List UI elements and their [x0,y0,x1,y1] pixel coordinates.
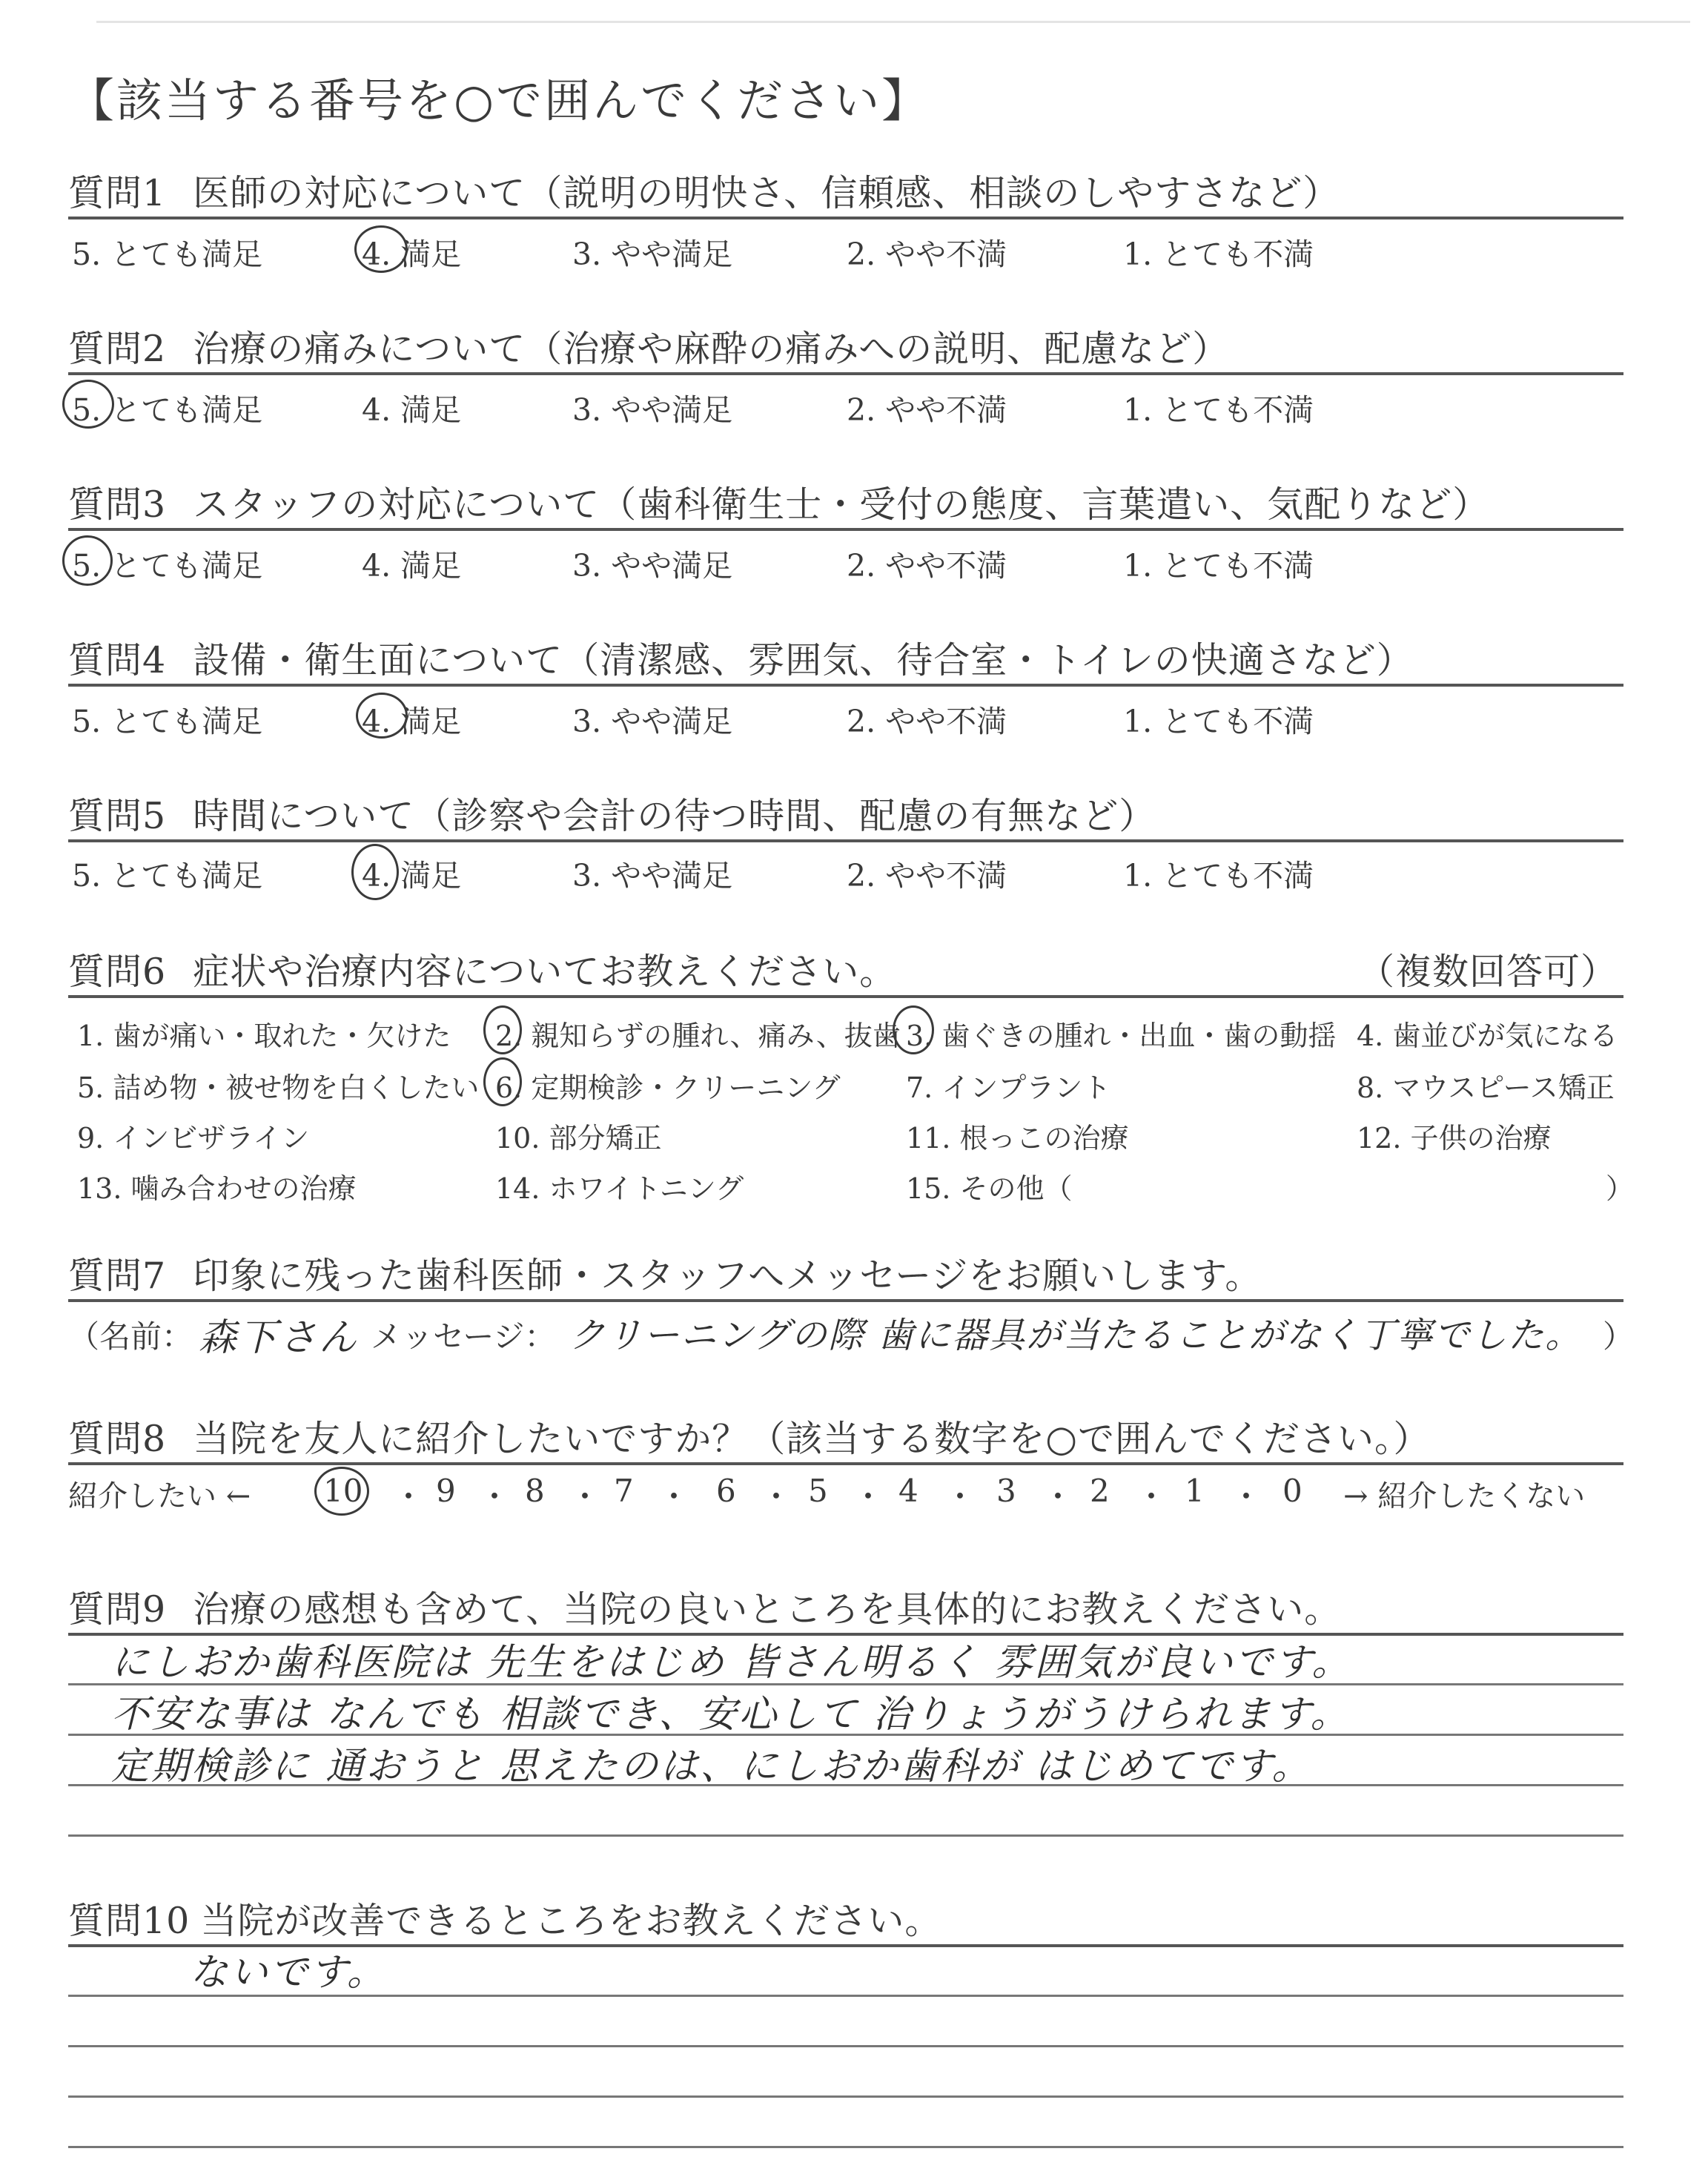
scale-separator: ・ [1042,1479,1074,1515]
symptom-option-3[interactable]: 3. 歯ぐきの腫れ・出血・歯の動揺 [906,1020,1337,1052]
symptom-option-5[interactable]: 5. 詰め物・被せ物を白くしたい [77,1071,480,1104]
question-heading [68,943,896,995]
scale-separator: ・ [393,1479,425,1515]
top-border-line [96,21,1690,23]
scale-separator: ・ [761,1479,792,1515]
question-underline [68,684,1623,687]
question-heading [68,1892,941,1944]
question-text: 時間について（診察や会計の待つ時間、配慮の有無など） [193,795,1156,837]
option-4[interactable]: 4. 満足 [362,392,462,428]
option-1[interactable]: 1. とても不満 [1123,548,1314,584]
message-label: メッセージ： [371,1318,556,1355]
selected-circle-mark [62,535,113,586]
question-number: 質問6 [68,951,167,993]
question-text: 印象に残った歯科医師・スタッフへメッセージをお願いします。 [193,1255,1262,1297]
scale-5[interactable]: 5 [808,1473,828,1509]
option-2[interactable]: 2. やや不満 [847,548,1007,584]
scale-2[interactable]: 2 [1090,1473,1110,1509]
multiple-answer-note: （複数回答可） [1358,951,1618,993]
other-close-paren: ） [1606,1172,1635,1205]
name-value[interactable]: 森下さん [199,1316,360,1360]
question-text: 治療の痛みについて（治療や麻酔の痛みへの説明、配慮など） [193,328,1230,370]
scale-6[interactable]: 6 [716,1473,736,1509]
answer-line [68,2146,1623,2148]
option-2[interactable]: 2. やや不満 [847,858,1007,894]
option-5[interactable]: 5. とても満足 [72,548,263,584]
question-number: 質問1 [68,172,167,214]
question-text: 設備・衛生面について（清潔感、雰囲気、待合室・トイレの快適さなど） [193,639,1414,681]
scale-7[interactable]: 7 [614,1473,634,1509]
question-number: 質問3 [68,483,167,526]
option-3[interactable]: 3. やや満足 [572,704,733,739]
scale-separator: ・ [853,1479,884,1515]
symptom-option-1[interactable]: 1. 歯が痛い・取れた・欠けた [77,1020,451,1052]
question-number: 質問2 [68,328,167,370]
option-5[interactable]: 5. とても満足 [72,237,263,272]
question-text: 当院を友人に紹介したいですか？（該当する数字を○で囲んでください。） [193,1418,1431,1460]
scale-separator: ・ [1136,1479,1168,1515]
question-text: 治療の感想も含めて、当院の良いところを具体的にお教えください。 [193,1588,1342,1631]
selected-circle-mark [356,693,408,739]
option-4[interactable]: 4. 満足 [362,858,462,894]
scale-3[interactable]: 3 [996,1473,1016,1509]
form-instruction: 【該当する番号を○で囲んでください】 [68,73,930,128]
question-number: 質問10 [68,1900,191,1942]
symptom-option-14[interactable]: 14. ホワイトニング [495,1172,744,1205]
answer-text-line[interactable]: にしおか歯科医院は 先生をはじめ 皆さん明るく 雰囲気が良いです。 [111,1641,1352,1685]
recommend-left-label: 紹介したい ← [68,1479,251,1513]
symptom-option-4[interactable]: 4. 歯並びが気になる [1357,1020,1618,1052]
question-heading [68,1410,1430,1462]
option-4[interactable]: 4. 満足 [362,548,462,584]
symptom-option-15[interactable]: 15. その他（ [906,1172,1073,1205]
question-number: 質問5 [68,795,167,837]
option-3[interactable]: 3. やや満足 [572,237,733,272]
option-3[interactable]: 3. やや満足 [572,392,733,428]
scale-0[interactable]: 0 [1282,1473,1302,1509]
selected-circle-mark [893,1005,934,1054]
selected-circle-mark [314,1467,369,1516]
selected-circle-mark [351,844,399,900]
option-1[interactable]: 1. とても不満 [1123,237,1314,272]
option-3[interactable]: 3. やや満足 [572,548,733,584]
question-text: 症状や治療内容についてお教えください。 [193,951,897,993]
scale-10[interactable]: 10 [323,1473,363,1509]
question-heading [68,787,1156,839]
answer-line [68,2095,1623,2098]
scale-separator: ・ [944,1479,976,1515]
question-underline [68,1462,1623,1465]
option-5[interactable]: 5. とても満足 [72,858,263,894]
symptom-option-10[interactable]: 10. 部分矯正 [495,1122,662,1155]
scale-separator: ・ [479,1479,511,1515]
option-4[interactable]: 4. 満足 [362,237,462,272]
question-number: 質問9 [68,1588,167,1631]
question-underline [68,839,1623,842]
symptom-option-12[interactable]: 12. 子供の治療 [1357,1122,1552,1155]
option-2[interactable]: 2. やや不満 [847,704,1007,739]
question-heading [68,1581,1341,1633]
option-2[interactable]: 2. やや不満 [847,392,1007,428]
symptom-option-8[interactable]: 8. マウスピース矯正 [1357,1071,1615,1104]
scale-8[interactable]: 8 [525,1473,545,1509]
symptom-option-6[interactable]: 6. 定期検診・クリーニング [495,1071,841,1104]
question-underline [68,217,1623,219]
question-underline [68,372,1623,375]
answer-line [68,1834,1623,1837]
scale-separator: ・ [1231,1479,1262,1515]
question-number: 質問4 [68,639,167,681]
option-5[interactable]: 5. とても満足 [72,704,263,739]
question-text: 医師の対応について（説明の明快さ、信頼感、相談のしやすさなど） [193,172,1340,214]
question-heading [68,165,1340,217]
scale-separator: ・ [569,1479,601,1515]
symptom-option-11[interactable]: 11. 根っこの治療 [906,1122,1129,1155]
option-1[interactable]: 1. とても不満 [1123,704,1314,739]
option-1[interactable]: 1. とても不満 [1123,858,1314,894]
message-value[interactable]: クリーニングの際 歯に器具が当たることがなく丁寧でした。 [569,1315,1583,1356]
selected-circle-mark [354,225,408,273]
selected-circle-mark [62,380,114,429]
symptom-option-7[interactable]: 7. インプラント [906,1071,1111,1104]
symptom-option-9[interactable]: 9. インビザライン [77,1122,310,1155]
question-number: 質問8 [68,1418,167,1460]
scale-1[interactable]: 1 [1185,1473,1205,1509]
selected-circle-mark [483,1005,522,1054]
symptom-option-13[interactable]: 13. 噛み合わせの治療 [77,1172,357,1205]
option-2[interactable]: 2. やや不満 [847,237,1007,272]
question-text: 当院が改善できるところをお教えください。 [200,1900,942,1942]
message-close-paren: ） [1603,1318,1635,1355]
answer-text-line[interactable]: 不安な事は なんでも 相談でき、安心して 治りょうがうけられます。 [111,1693,1351,1737]
question-underline [68,995,1623,998]
option-4[interactable]: 4. 満足 [362,704,462,739]
option-5[interactable]: 5. とても満足 [72,392,263,428]
question-heading [68,1247,1262,1299]
question-heading [68,320,1229,372]
question-underline [68,528,1623,531]
option-1[interactable]: 1. とても不満 [1123,392,1314,428]
selected-circle-mark [483,1057,522,1106]
scale-separator: ・ [658,1479,690,1515]
question-underline [68,1299,1623,1302]
answer-line [68,2045,1623,2047]
answer-text-line[interactable]: ないです。 [190,1951,387,1995]
scale-9[interactable]: 9 [436,1473,456,1509]
option-3[interactable]: 3. やや満足 [572,858,733,894]
symptom-option-2[interactable]: 2. 親知らずの腫れ、痛み、抜歯 [495,1020,901,1052]
recommend-right-label: → 紹介したくない [1343,1479,1586,1513]
scale-4[interactable]: 4 [898,1473,918,1509]
answer-text-line[interactable]: 定期検診に 通おうと 思えたのは、にしおか歯科が はじめてです。 [111,1745,1312,1789]
question-number: 質問7 [68,1255,167,1297]
name-label: （名前： [68,1318,193,1355]
question-text: スタッフの対応について（歯科衛生士・受付の態度、言葉遣い、気配りなど） [193,483,1490,526]
question-heading [68,476,1489,528]
question-heading [68,632,1414,684]
